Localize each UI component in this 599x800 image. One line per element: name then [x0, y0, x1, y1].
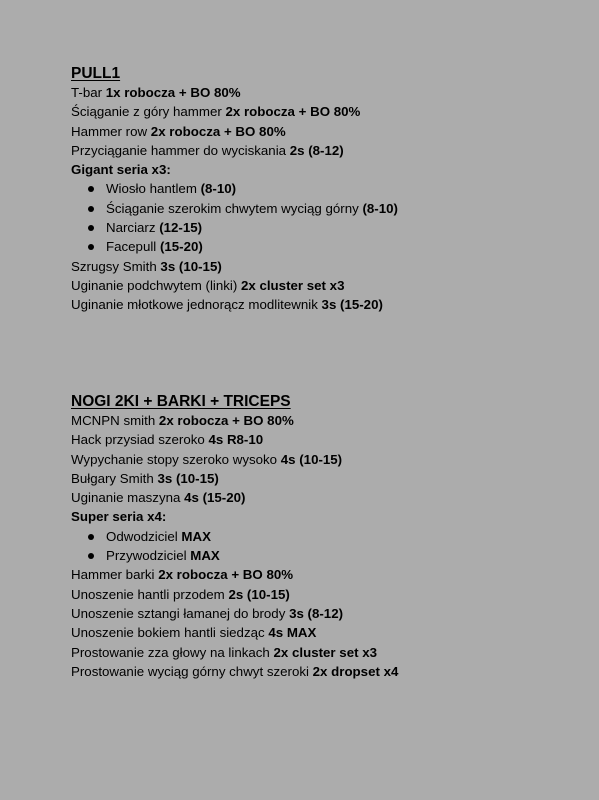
- exercise-name: Szrugsy Smith: [71, 258, 161, 274]
- exercise-line: [71, 160, 581, 179]
- exercise-name: Facepull: [106, 239, 160, 255]
- exercise-prescription: 2x robocza + BO 80%: [158, 567, 294, 583]
- exercise-line: [71, 604, 581, 623]
- section-pull1: [71, 64, 581, 315]
- exercise-list: [71, 83, 581, 315]
- exercise-line: [71, 83, 581, 102]
- exercise-name: Unoszenie sztangi łamanej do brody: [71, 605, 290, 621]
- exercise-line: [71, 102, 581, 121]
- bullet-icon: [88, 186, 94, 192]
- exercise-line: [71, 623, 581, 642]
- exercise-prescription: 2x robocza + BO 80%: [150, 123, 286, 139]
- exercise-prescription: Gigant seria x3:: [71, 162, 171, 178]
- exercise-prescription: (15-20): [159, 239, 203, 255]
- exercise-prescription: MAX: [190, 548, 220, 564]
- exercise-name: Hammer barki: [71, 567, 159, 583]
- exercise-prescription: 1x robocza + BO 80%: [105, 85, 241, 100]
- exercise-line: [71, 141, 581, 160]
- exercise-name: Narciarz: [106, 220, 160, 236]
- exercise-prescription: 3s (15-20): [321, 297, 383, 313]
- exercise-name: Odwodziciel: [106, 528, 182, 544]
- exercise-prescription: 4s MAX: [268, 625, 317, 641]
- exercise-name: Ściąganie z góry hammer: [71, 104, 226, 120]
- exercise-prescription: MAX: [181, 528, 211, 544]
- exercise-name: Hammer row: [71, 123, 151, 139]
- exercise-name: Bułgary Smith: [71, 470, 158, 486]
- exercise-name: Wiosło hantlem: [106, 181, 201, 197]
- exercise-line: [71, 430, 581, 449]
- exercise-prescription: 2x cluster set x3: [240, 277, 345, 293]
- bullet-icon: [88, 534, 94, 540]
- exercise-line: [71, 662, 581, 681]
- exercise-prescription: 2x dropset x4: [312, 663, 399, 679]
- exercise-name: Wypychanie stopy szeroko wysoko: [71, 451, 281, 467]
- exercise-name: Uginanie maszyna: [71, 490, 185, 506]
- exercise-prescription: Super seria x4:: [71, 509, 167, 525]
- exercise-line: [71, 507, 581, 526]
- exercise-name: Ściąganie szerokim chwytem wyciąg górny: [106, 200, 363, 216]
- exercise-name: T-bar: [71, 85, 106, 100]
- exercise-name: Przyciąganie hammer do wyciskania: [71, 142, 290, 158]
- exercise-line: [71, 469, 581, 488]
- exercise-line: [71, 411, 581, 430]
- section-title: PULL1: [71, 65, 121, 82]
- exercise-prescription: 4s (10-15): [280, 451, 343, 467]
- exercise-line: [71, 276, 581, 295]
- bullet-item: [71, 179, 581, 198]
- exercise-line: [71, 488, 581, 507]
- bullet-item: [71, 218, 581, 237]
- bullet-icon: [88, 206, 94, 212]
- exercise-line: [71, 257, 581, 276]
- exercise-line: [71, 122, 581, 141]
- exercise-line: [71, 565, 581, 584]
- exercise-name: Przywodziciel: [106, 548, 191, 564]
- exercise-list: [71, 411, 581, 681]
- exercise-prescription: 3s (8-12): [289, 605, 344, 621]
- exercise-prescription: 4s (15-20): [184, 490, 246, 506]
- exercise-line: [71, 295, 581, 314]
- exercise-name: Prostowanie zza głowy na linkach: [71, 644, 274, 660]
- exercise-prescription: 2x robocza + BO 80%: [158, 413, 294, 428]
- bullet-icon: [88, 225, 94, 231]
- exercise-prescription: 3s (10-15): [157, 470, 219, 486]
- exercise-prescription: 2x cluster set x3: [273, 644, 378, 660]
- exercise-prescription: 3s (10-15): [160, 258, 222, 274]
- exercise-line: [71, 450, 581, 469]
- exercise-prescription: (12-15): [159, 220, 203, 236]
- exercise-prescription: 2s (10-15): [228, 586, 290, 602]
- bullet-icon: [88, 244, 94, 250]
- exercise-name: Uginanie młotkowe jednorącz modlitewnik: [71, 297, 322, 313]
- exercise-line: [71, 643, 581, 662]
- bullet-icon: [88, 553, 94, 559]
- exercise-prescription: 2x robocza + BO 80%: [225, 104, 361, 120]
- exercise-name: Unoszenie hantli przodem: [71, 586, 229, 602]
- exercise-prescription: (8-10): [200, 181, 237, 197]
- exercise-name: Unoszenie bokiem hantli siedząc: [71, 625, 269, 641]
- exercise-name: MCNPN smith: [71, 413, 159, 428]
- exercise-name: Hack przysiad szeroko: [71, 432, 209, 448]
- bullet-item: [71, 546, 581, 565]
- bullet-item: [71, 237, 581, 256]
- exercise-line: [71, 585, 581, 604]
- exercise-prescription: 4s R8-10: [208, 432, 264, 448]
- bullet-item: [71, 199, 581, 218]
- bullet-item: [71, 527, 581, 546]
- section-legs-shoulders-triceps: [71, 392, 581, 681]
- exercise-prescription: 2s (8-12): [289, 142, 344, 158]
- exercise-name: Prostowanie wyciąg górny chwyt szeroki: [71, 663, 313, 679]
- exercise-name: Uginanie podchwytem (linki): [71, 277, 241, 293]
- section-title: NOGI 2KI + BARKI + TRICEPS: [71, 393, 291, 410]
- exercise-prescription: (8-10): [362, 200, 398, 216]
